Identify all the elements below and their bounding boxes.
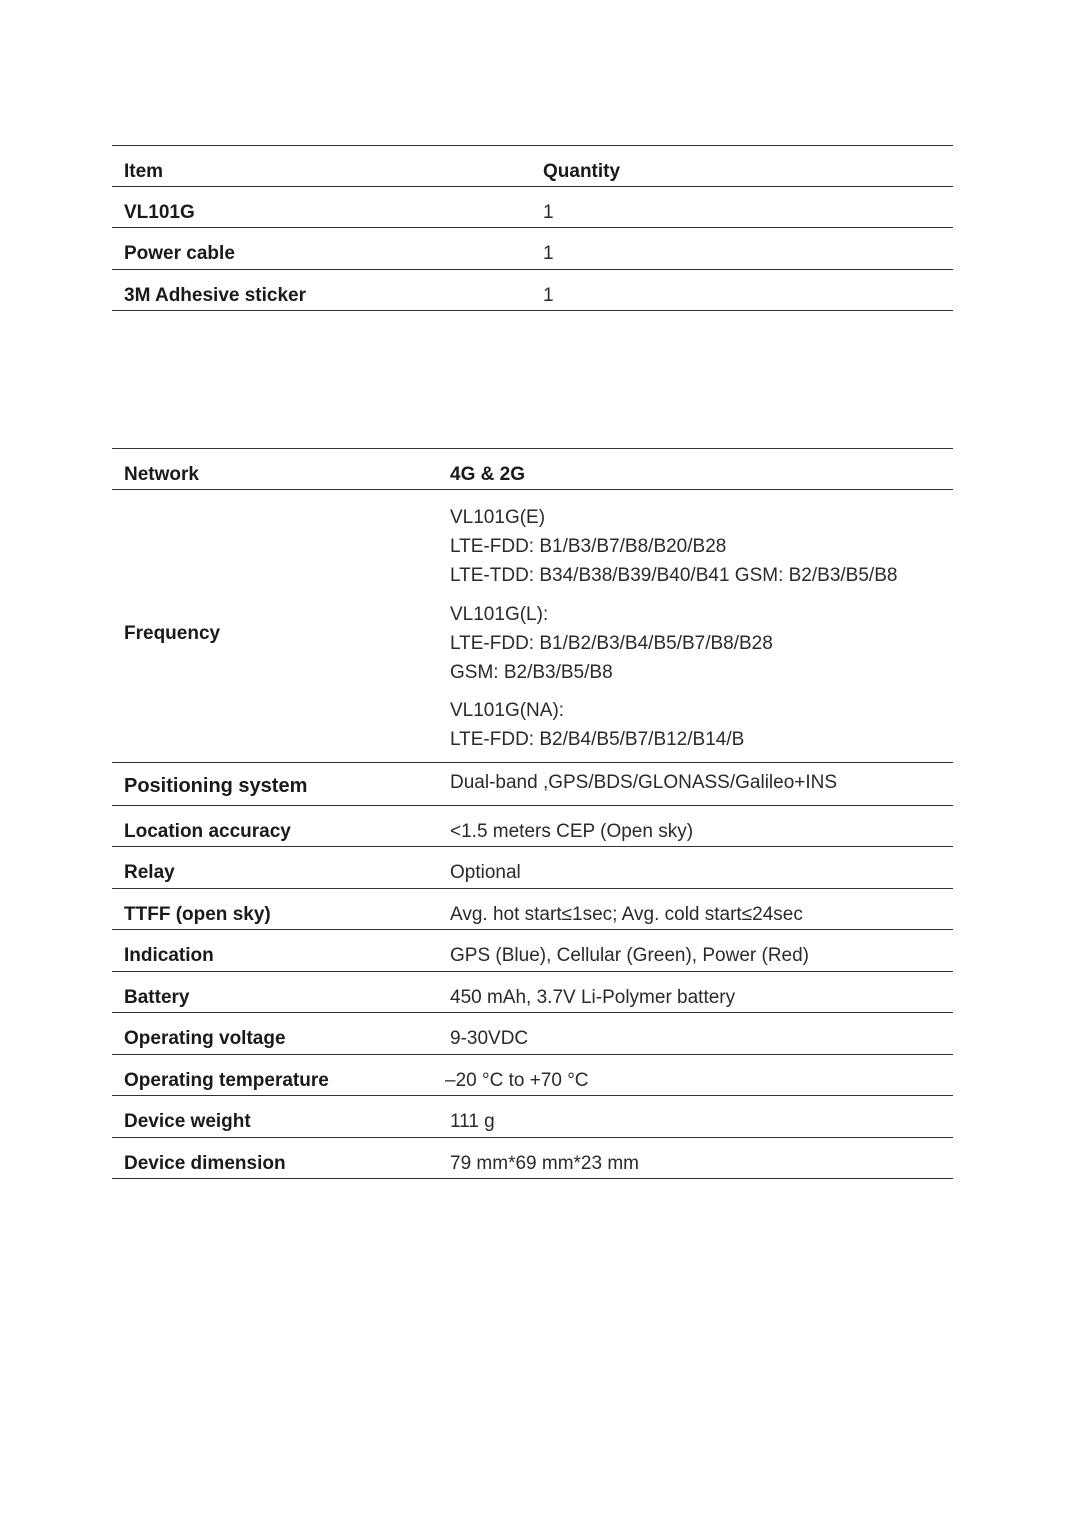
frequency-line: GSM: B2/B3/B5/B8 bbox=[450, 661, 613, 683]
table-row bbox=[112, 889, 953, 931]
item-name: VL101G bbox=[124, 201, 195, 223]
spec-label: Location accuracy bbox=[124, 820, 291, 842]
spec-label: Device dimension bbox=[124, 1152, 286, 1174]
spec-value: Optional bbox=[450, 862, 521, 883]
table-row bbox=[112, 187, 953, 229]
table-row bbox=[112, 270, 953, 312]
quantity-column-header: Quantity bbox=[543, 161, 621, 182]
spec-label: TTFF (open sky) bbox=[124, 903, 271, 925]
spec-value: GPS (Blue), Cellular (Green), Power (Red) bbox=[450, 945, 809, 966]
table-row bbox=[112, 1055, 953, 1097]
specifications-table bbox=[112, 448, 953, 1179]
spec-label: Device weight bbox=[124, 1111, 251, 1132]
frequency-line: VL101G(L): bbox=[450, 603, 549, 625]
network-value: 4G & 2G bbox=[450, 464, 525, 485]
spec-value: Avg. hot start≤1sec; Avg. cold start≤24sec bbox=[450, 903, 803, 925]
item-name: Power cable bbox=[124, 243, 235, 264]
spec-value: 9-30VDC bbox=[450, 1028, 529, 1049]
spec-label: Positioning system bbox=[124, 774, 308, 797]
table-row bbox=[112, 763, 953, 806]
spec-value: –20 °C to +70 °C bbox=[445, 1069, 589, 1091]
spec-label: Operating temperature bbox=[124, 1069, 329, 1091]
network-label: Network bbox=[124, 464, 199, 485]
table-row bbox=[112, 228, 953, 270]
table-row bbox=[112, 847, 953, 889]
spec-value: 111 g bbox=[450, 1111, 495, 1132]
package-contents-table bbox=[112, 145, 953, 311]
frequency-row bbox=[112, 490, 953, 763]
item-column-header: Item bbox=[124, 161, 164, 182]
table-row bbox=[112, 1013, 953, 1055]
table-row bbox=[112, 1096, 953, 1138]
item-name: 3M Adhesive sticker bbox=[124, 284, 306, 306]
frequency-line: LTE-FDD: B1/B3/B7/B8/B20/B28 bbox=[450, 535, 727, 557]
spec-value: 79 mm*69 mm*23 mm bbox=[450, 1152, 639, 1174]
table-row bbox=[112, 972, 953, 1014]
item-quantity: 1 bbox=[543, 243, 554, 264]
spec-label: Operating voltage bbox=[124, 1028, 286, 1049]
network-row bbox=[112, 448, 953, 490]
frequency-group-e bbox=[450, 503, 897, 590]
spec-value: 450 mAh, 3.7V Li-Polymer battery bbox=[450, 986, 736, 1008]
spec-label: Indication bbox=[124, 945, 214, 966]
frequency-line: LTE-FDD: B1/B2/B3/B4/B5/B7/B8/B28 bbox=[450, 632, 773, 654]
table-row bbox=[112, 930, 953, 972]
frequency-line: LTE-FDD: B2/B4/B5/B7/B12/B14/B bbox=[450, 728, 745, 750]
spec-label: Battery bbox=[124, 986, 190, 1008]
frequency-line: VL101G(NA): bbox=[450, 699, 565, 721]
spec-label: Relay bbox=[124, 862, 175, 883]
frequency-group-l bbox=[450, 600, 773, 687]
item-quantity: 1 bbox=[543, 284, 554, 306]
frequency-label: Frequency bbox=[124, 622, 221, 644]
frequency-line: VL101G(E) bbox=[450, 506, 546, 528]
package-header-row bbox=[112, 145, 953, 187]
frequency-line: LTE-TDD: B34/B38/B39/B40/B41 GSM: B2/B3/B5/B8 bbox=[450, 564, 898, 586]
spec-value: Dual-band ,GPS/BDS/GLONASS/Galileo+INS bbox=[450, 771, 838, 793]
frequency-group-na bbox=[450, 696, 744, 754]
spec-value: <1.5 meters CEP (Open sky) bbox=[450, 820, 694, 842]
table-row bbox=[112, 806, 953, 848]
table-row bbox=[112, 1138, 953, 1180]
item-quantity: 1 bbox=[543, 201, 554, 223]
